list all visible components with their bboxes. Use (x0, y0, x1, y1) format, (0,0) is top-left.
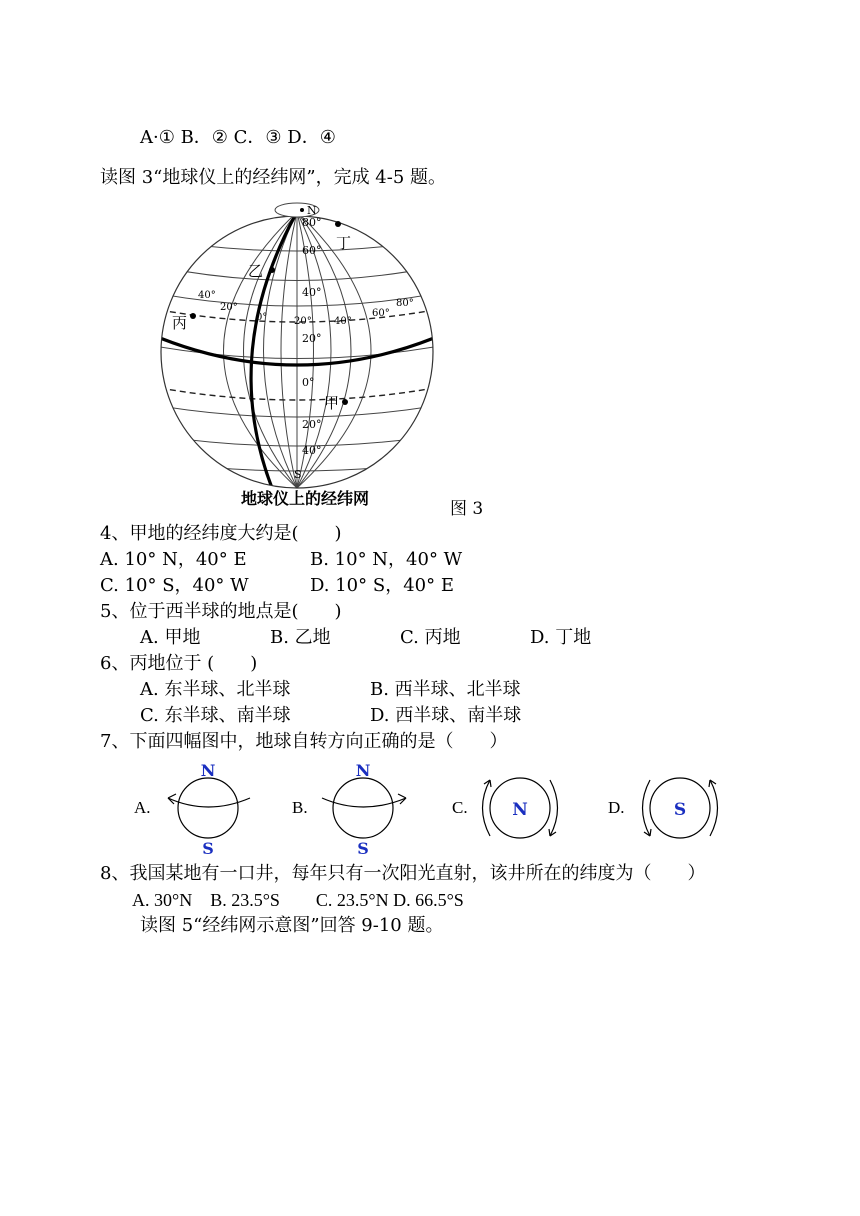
diagram-c-n: N (512, 800, 528, 820)
previous-question-options: A·① B．② C．③ D．④ (140, 127, 336, 148)
lat-label-40s: 40° (302, 444, 322, 457)
q7-label-a: A. (134, 798, 151, 817)
diagram-a-n: N (200, 761, 216, 780)
globe-figure (160, 192, 450, 514)
globe-graticule (160, 192, 450, 514)
lon-label-20w: 20° (220, 302, 238, 313)
label-ding: 丁 (336, 234, 352, 252)
q7-label-d: D. (608, 798, 625, 817)
diagram-d-s: S (673, 800, 687, 820)
lat-label-20s: 20° (302, 418, 322, 431)
q4-option-b: B. 10° N，40° W (310, 549, 463, 570)
lat-label-80: 80° (302, 216, 322, 229)
q4-option-c: C. 10° S，40° W (100, 575, 249, 596)
q8-stem: 8、我国某地有一口井，每年只有一次阳光直射，该井所在的纬度为（ ） (100, 863, 706, 884)
q4-option-d: D. 10° S，40° E (310, 575, 454, 596)
label-jia: 甲 (324, 394, 340, 412)
point-ding (335, 221, 341, 227)
lon-label-20e: 20° (294, 316, 312, 327)
lon-label-40e: 40° (334, 316, 352, 327)
q6-stem: 6、丙地位于 ( ) (100, 653, 258, 674)
lon-label-40w: 40° (198, 290, 216, 301)
rotation-diagrams (130, 758, 750, 858)
q8-options: A. 30°N B. 23.5°S C. 23.5°N D. 66.5°S (132, 890, 464, 910)
q7-stem: 7、下面四幅图中，地球自转方向正确的是（ ） (100, 731, 508, 752)
q7-label-b: B. (292, 798, 308, 817)
lon-label-80e: 80° (396, 298, 414, 309)
lon-label-0: 0° (256, 312, 268, 323)
lat-label-60: 60° (302, 244, 322, 257)
point-jia (342, 399, 348, 405)
q6-option-d: D. 西半球、南半球 (370, 705, 522, 726)
q5-option-c: C. 丙地 (400, 627, 461, 648)
lon-label-60e: 60° (372, 308, 390, 319)
q5-stem: 5、位于西半球的地点是( ) (100, 601, 342, 622)
label-yi: 乙 (248, 262, 264, 280)
diagram-d (643, 778, 718, 838)
q4-stem: 4、甲地的经纬度大约是( ) (100, 523, 342, 544)
point-yi (269, 267, 275, 273)
pole-s-label: S (294, 468, 302, 481)
diagram-b-s: S (357, 839, 369, 858)
figure-3-label: 图 3 (450, 499, 484, 519)
fig3-intro: 读图 3“地球仪上的经纬网”，完成 4-5 题。 (100, 167, 447, 188)
diagram-a (168, 761, 250, 858)
fig5-intro: 读图 5“经纬网示意图”回答 9-10 题。 (140, 915, 444, 936)
point-bing (190, 313, 196, 319)
rotation-svg (130, 758, 750, 858)
q6-option-a: A. 东半球、北半球 (140, 679, 291, 700)
q4-option-a: A. 10° N，40° E (100, 549, 247, 570)
lat-label-0: 0° (302, 376, 315, 389)
q6-option-c: C. 东半球、南半球 (140, 705, 291, 726)
q7-label-c: C. (452, 798, 468, 817)
diagram-c (483, 778, 558, 838)
q5-option-d: D. 丁地 (530, 627, 592, 648)
diagram-b-n: N (355, 761, 371, 780)
lat-label-40: 40° (302, 286, 322, 299)
q5-option-a: A. 甲地 (140, 627, 201, 648)
globe-caption: 地球仪上的经纬网 (240, 489, 370, 508)
label-bing: 丙 (172, 314, 188, 332)
lat-label-20: 20° (302, 332, 322, 345)
q5-option-b: B. 乙地 (270, 627, 331, 648)
q6-option-b: B. 西半球、北半球 (370, 679, 521, 700)
diagram-a-s: S (202, 839, 214, 858)
diagram-b (322, 761, 406, 858)
pole-n-label: N (307, 204, 317, 217)
